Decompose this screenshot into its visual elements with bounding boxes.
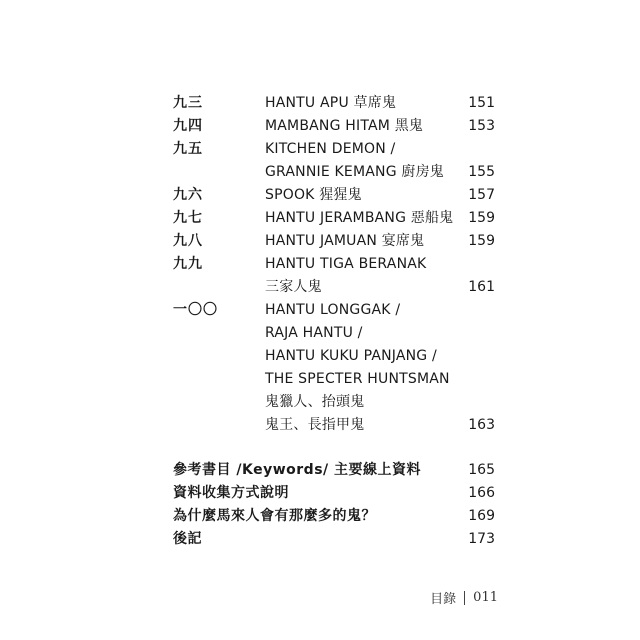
page-number: 161 bbox=[468, 279, 495, 295]
chapter-number: 九六 bbox=[173, 187, 203, 203]
toc-entry bbox=[0, 92, 640, 114]
chapter-title: HANTU APU 草席鬼 bbox=[265, 95, 397, 111]
back-matter-title: 參考書目 /Keywords/ 主要線上資料 bbox=[173, 462, 422, 478]
chapter-title: THE SPECTER HUNTSMAN bbox=[265, 371, 450, 387]
toc-entry bbox=[0, 138, 640, 160]
toc-entry-continuation bbox=[0, 391, 640, 413]
toc-entry bbox=[0, 115, 640, 137]
back-matter-title: 資料收集方式說明 bbox=[173, 485, 289, 501]
back-matter-title: 後記 bbox=[173, 531, 202, 547]
chapter-title: KITCHEN DEMON / bbox=[265, 141, 396, 157]
chapter-title: GRANNIE KEMANG 廚房鬼 bbox=[265, 164, 445, 180]
toc-entry-continuation bbox=[0, 414, 640, 436]
page-number: 165 bbox=[468, 462, 495, 478]
chapter-number: 一〇〇 bbox=[173, 302, 218, 318]
section-name: 目錄 bbox=[430, 592, 457, 607]
chapter-title: HANTU TIGA BERANAK bbox=[265, 256, 427, 272]
toc-entry-continuation bbox=[0, 161, 640, 183]
chapter-number: 九五 bbox=[173, 141, 203, 157]
toc-entry bbox=[0, 207, 640, 229]
toc-entry-continuation bbox=[0, 368, 640, 390]
chapter-number: 九八 bbox=[173, 233, 203, 249]
page-number: 159 bbox=[468, 210, 495, 226]
toc-entry bbox=[0, 184, 640, 206]
toc-entry-continuation bbox=[0, 276, 640, 298]
chapter-title: 鬼獵人、抬頭鬼 bbox=[265, 394, 365, 410]
chapter-title: HANTU JAMUAN 宴席鬼 bbox=[265, 233, 425, 249]
chapter-number: 九九 bbox=[173, 256, 203, 272]
chapter-title: HANTU KUKU PANJANG / bbox=[265, 348, 437, 364]
chapter-title: 鬼王、長指甲鬼 bbox=[265, 417, 365, 433]
chapter-number: 九三 bbox=[173, 95, 203, 111]
divider bbox=[464, 591, 465, 605]
chapter-number: 九七 bbox=[173, 210, 203, 226]
chapter-title: RAJA HANTU / bbox=[265, 325, 363, 341]
back-matter-entry bbox=[0, 505, 640, 527]
back-matter-entry bbox=[0, 459, 640, 481]
toc-entry-continuation bbox=[0, 322, 640, 344]
chapter-title: 三家人鬼 bbox=[265, 279, 322, 295]
page-number: 155 bbox=[468, 164, 495, 180]
chapter-title: HANTU LONGGAK / bbox=[265, 302, 401, 318]
page-number: 166 bbox=[468, 485, 495, 501]
page-number: 153 bbox=[468, 118, 495, 134]
page-number: 157 bbox=[468, 187, 495, 203]
page-number: 163 bbox=[468, 417, 495, 433]
chapter-title: SPOOK 猩猩鬼 bbox=[265, 187, 362, 203]
page-number: 173 bbox=[468, 531, 495, 547]
folio: 011 bbox=[473, 590, 498, 605]
page-footer bbox=[430, 588, 498, 607]
back-matter-entry bbox=[0, 482, 640, 504]
chapter-number: 九四 bbox=[173, 118, 203, 134]
chapter-title: HANTU JERAMBANG 惡船鬼 bbox=[265, 210, 454, 226]
toc-entry bbox=[0, 253, 640, 275]
toc-entry-continuation bbox=[0, 345, 640, 367]
toc-entry bbox=[0, 299, 640, 321]
toc-entry bbox=[0, 230, 640, 252]
page-number: 151 bbox=[468, 95, 495, 111]
back-matter-entry bbox=[0, 528, 640, 550]
page-number: 169 bbox=[468, 508, 495, 524]
back-matter-title: 為什麼馬來人會有那麼多的鬼？ bbox=[173, 508, 376, 524]
page-number: 159 bbox=[468, 233, 495, 249]
chapter-title: MAMBANG HITAM 黑鬼 bbox=[265, 118, 424, 134]
